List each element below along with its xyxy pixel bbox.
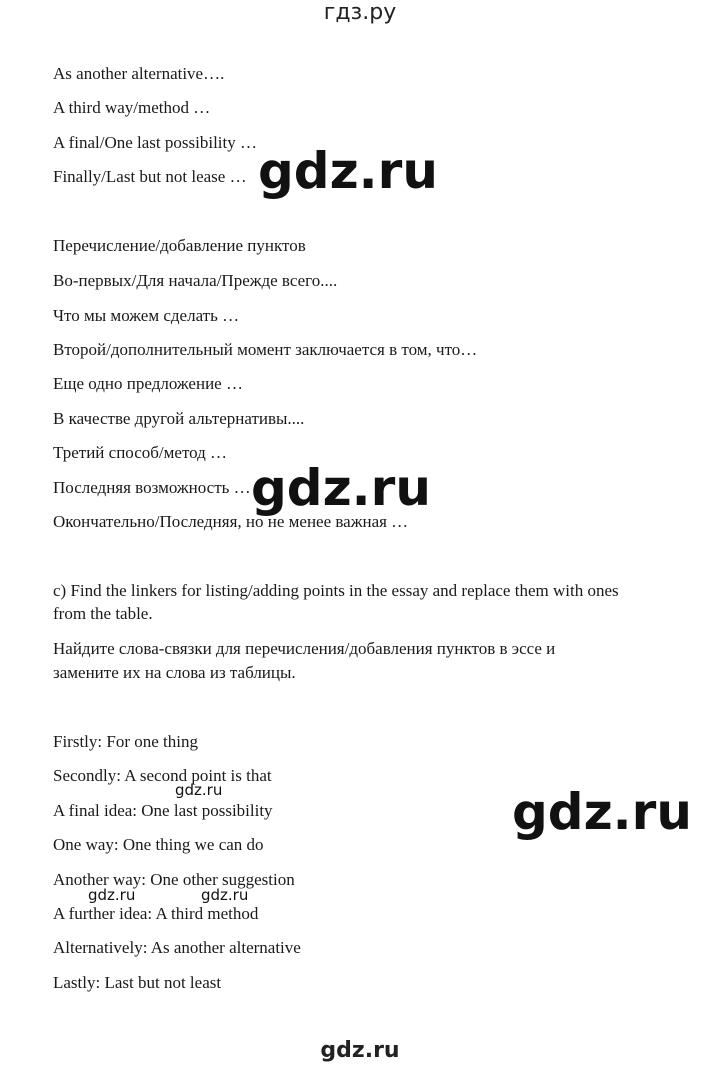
- answer-item: Firstly: For one thing: [53, 732, 198, 751]
- list-item: Еще одно предложение …: [53, 374, 243, 393]
- answer-item: A final idea: One last possibility: [53, 801, 273, 820]
- task-instruction-en: c) Find the linkers for listing/adding points in the essay and replace them with ones: [53, 581, 619, 600]
- answer-item: Alternatively: As another alternative: [53, 938, 301, 957]
- list-item: Finally/Last but not lease …: [53, 167, 247, 186]
- list-item: Третий способ/метод …: [53, 443, 228, 462]
- answer-item: Another way: One other suggestion: [53, 870, 295, 889]
- answer-item: One way: One thing we can do: [53, 835, 264, 854]
- list-item: Окончательно/Последняя, но не менее важная …: [53, 512, 409, 531]
- list-item: Что мы можем сделать …: [53, 306, 240, 325]
- answer-item: Lastly: Last but not least: [53, 973, 222, 992]
- site-header: гдз.ру: [323, 0, 397, 25]
- list-item: A third way/method …: [53, 98, 211, 117]
- watermark: gdz.ru: [258, 142, 438, 200]
- list-item: Последняя возможность …: [53, 478, 251, 497]
- list-item: A final/One last possibility …: [53, 133, 257, 152]
- watermark: gdz.ru: [251, 459, 431, 517]
- list-item: Во-первых/Для начала/Прежде всего....: [53, 271, 338, 290]
- watermark: gdz.ru: [175, 781, 223, 799]
- section-heading: Перечисление/добавление пунктов: [53, 236, 306, 255]
- task-instruction-en: from the table.: [53, 604, 153, 623]
- watermark: gdz.ru: [512, 783, 692, 841]
- watermark: gdz.ru: [88, 886, 136, 904]
- site-footer: gdz.ru: [320, 1038, 400, 1063]
- answer-item: A further idea: A third method: [53, 904, 259, 923]
- list-item: В качестве другой альтернативы....: [53, 409, 305, 428]
- watermark: gdz.ru: [201, 886, 249, 904]
- task-instruction-ru: замените их на слова из таблицы.: [53, 663, 296, 682]
- answer-item: Secondly: A second point is that: [53, 766, 272, 785]
- list-item: As another alternative….: [53, 64, 225, 83]
- list-item: Второй/дополнительный момент заключается в том, что…: [53, 340, 478, 359]
- task-instruction-ru: Найдите слова-связки для перечисления/добавления пунктов в эссе и: [53, 639, 556, 658]
